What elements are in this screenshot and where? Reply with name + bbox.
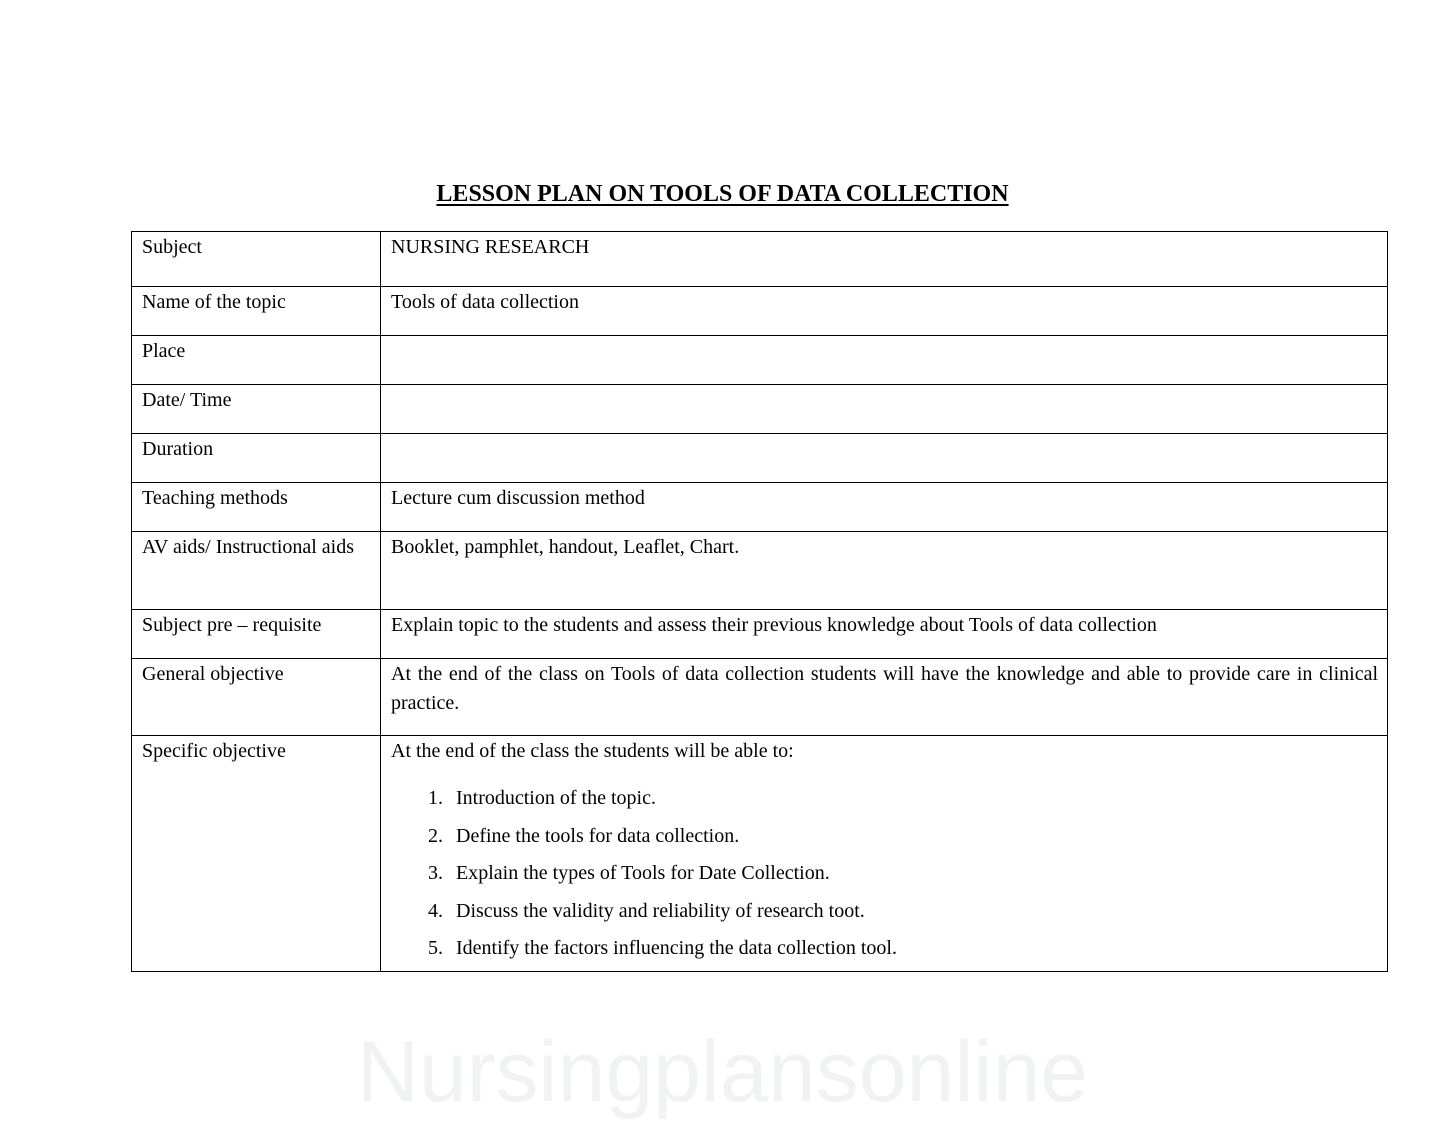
row-label: AV aids/ Instructional aids (132, 532, 381, 610)
list-item-text: Explain the types of Tools for Date Collection. (456, 862, 830, 884)
row-label: Name of the topic (132, 287, 381, 336)
table-row-general-objective (132, 659, 1388, 736)
objective-intro: At the end of the class the students will be able to: (391, 740, 794, 762)
table-row-subject (132, 232, 1388, 287)
list-item-text: Define the tools for data collection. (456, 824, 740, 847)
document-title: LESSON PLAN ON TOOLS OF DATA COLLECTION (436, 181, 1009, 207)
row-value (381, 385, 1388, 434)
list-item (391, 934, 1378, 963)
row-value (381, 736, 1388, 972)
list-item-number: 5. (428, 937, 443, 959)
table-row-place (132, 336, 1388, 385)
table-row-prerequisite (132, 610, 1388, 659)
row-label: Date/ Time (132, 385, 381, 434)
table-row-topic (132, 287, 1388, 336)
row-value (381, 336, 1388, 385)
list-item-text: Introduction of the topic. (456, 787, 656, 809)
list-item-number: 1. (428, 787, 443, 809)
row-label: General objective (132, 659, 381, 736)
row-value: Tools of data collection (381, 287, 1388, 336)
row-value: NURSING RESEARCH (381, 232, 1388, 287)
row-value: Explain topic to the students and assess their previous knowledge about Tools of data collection (381, 610, 1388, 659)
row-value: Booklet, pamphlet, handout, Leaflet, Chart. (381, 532, 1388, 610)
list-item-number: 4. (428, 899, 443, 922)
table-row-duration (132, 434, 1388, 483)
row-label: Specific objective (132, 736, 381, 972)
table-row-teaching-methods (132, 483, 1388, 532)
list-item-number: 3. (428, 862, 443, 884)
row-label: Duration (132, 434, 381, 483)
objective-list (391, 784, 1378, 963)
list-item-text: Identify the factors influencing the data collection tool. (456, 937, 897, 959)
row-label: Subject (132, 232, 381, 287)
list-item (391, 822, 1378, 851)
table-row-specific-objective (132, 736, 1388, 972)
row-value: At the end of the class on Tools of data collection students will have the knowledge and able to provide care in clinical practice. (381, 659, 1388, 736)
list-item (391, 859, 1378, 888)
row-label: Teaching methods (132, 483, 381, 532)
row-label: Subject pre – requisite (132, 610, 381, 659)
lesson-plan-table (131, 231, 1388, 972)
watermark: Nursingplansonline (356, 1024, 1089, 1120)
list-item (391, 897, 1378, 926)
list-item-number: 2. (428, 824, 443, 847)
table-row-date-time (132, 385, 1388, 434)
table-row-av-aids (132, 532, 1388, 610)
row-label: Place (132, 336, 381, 385)
list-item-text: Discuss the validity and reliability of research toot. (456, 899, 865, 922)
row-value (381, 434, 1388, 483)
list-item (391, 784, 1378, 813)
row-value: Lecture cum discussion method (381, 483, 1388, 532)
